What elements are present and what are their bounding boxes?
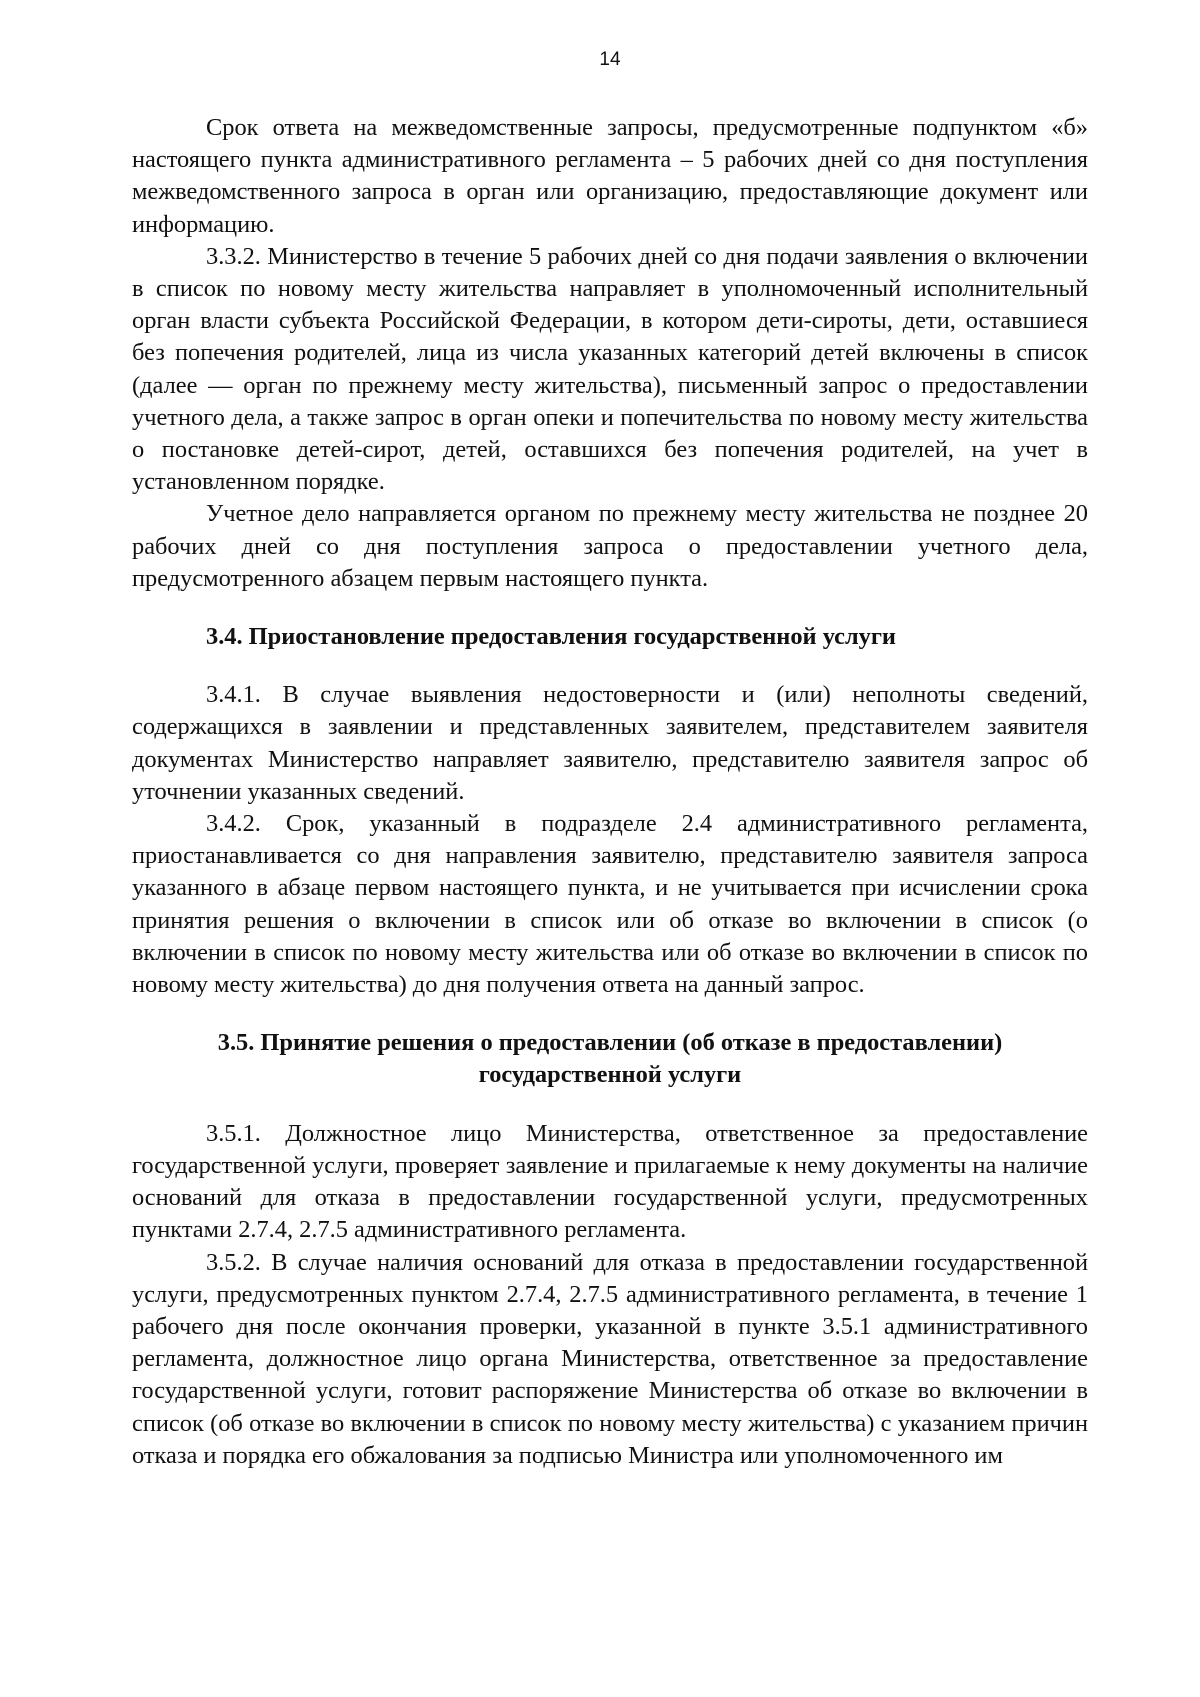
paragraph-accounting-file: Учетное дело направляется органом по прежнему месту жительства не позднее 20 рабочих дней со дня поступления запроса о предоставлении учетного дела, предусмотренного абзацем первым настоящего пункта. (132, 500, 1088, 592)
paragraph-3-5-2: 3.5.2. В случае наличия оснований для отказа в предоставлении государственной услуги, предусмотренных пунктом 2.7.4, 2.7.5 административного регламента, в течение 1 рабочего дня после окончания проверки, указанной в пункте 3.5.1 административного регламента, должностное лицо органа Министерства, ответственное за предоставление государственной услуги, готовит распоряжение Министерства об отказе во включении в список (об отказе во включении в список по новому месту жительства) с указанием причин отказа и порядка его обжалования за подписью Министра или уполномоченного им (132, 1248, 1088, 1469)
section-heading-3-5-line1: 3.5. Принятие решения о предоставлении (об отказе в предоставлении) (217, 1029, 1003, 1057)
spacer (132, 595, 1088, 621)
spacer (132, 1092, 1088, 1118)
section-heading-3-5-line2: государственной услуги (478, 1061, 742, 1089)
paragraph-3-5-1: 3.5.1. Должностное лицо Министерства, ответственное за предоставление государственной услуги, проверяет заявление и прилагаемые к нему документы на наличие оснований для отказа в предоставлении государственной услуги, предусмотренных пунктами 2.7.4, 2.7.5 административного регламента. (132, 1119, 1088, 1244)
spacer (132, 653, 1088, 679)
spacer (132, 1001, 1088, 1027)
paragraph-response-deadline: Срок ответа на межведомственные запросы, предусмотренные подпунктом «б» настоящего пункта административного регламента – 5 рабочих дней со дня поступления межведомственного запроса в орган или организацию, предоставляющие документ или информацию. (132, 114, 1088, 238)
section-heading-3-4: 3.4. Приостановление предоставления государственной услуги (206, 623, 896, 651)
paragraph-3-3-2: 3.3.2. Министерство в течение 5 рабочих дней со дня подачи заявления о включении в список по новому месту жительства направляет в уполномоченный исполнительный орган власти субъекта Российской Федерации, в котором дети-сироты, дети, оставшиеся без попечения родителей, лица из числа указанных категорий детей включены в список (далее — орган по прежнему месту жительства), письменный запрос о предоставлении учетного дела, а также запрос в орган опеки и попечительства по новому месту жительства о постановке детей-сирот, детей, оставшихся без попечения родителей, на учет в установленном порядке. (132, 242, 1088, 496)
paragraph-3-4-2: 3.4.2. Срок, указанный в подразделе 2.4 административного регламента, приостанавливается со дня направления заявителю, представителю заявителя запроса указанного в абзаце первом настоящего пункта, и не учитывается при исчислении срока принятия решения о включении в список или об отказе во включении в список (о включении в список по новому месту жительства или об отказе во включении в список по новому месту жительства) до дня получения ответа на данный запрос. (132, 810, 1088, 999)
page-number: 14 (599, 49, 621, 70)
paragraph-3-4-1: 3.4.1. В случае выявления недостоверности и (или) неполноты сведений, содержащихся в заявлении и представленных заявителем, представителем заявителя документах Министерство направляет заявителю, представителю заявителя запрос об уточнении указанных сведений. (132, 681, 1088, 805)
